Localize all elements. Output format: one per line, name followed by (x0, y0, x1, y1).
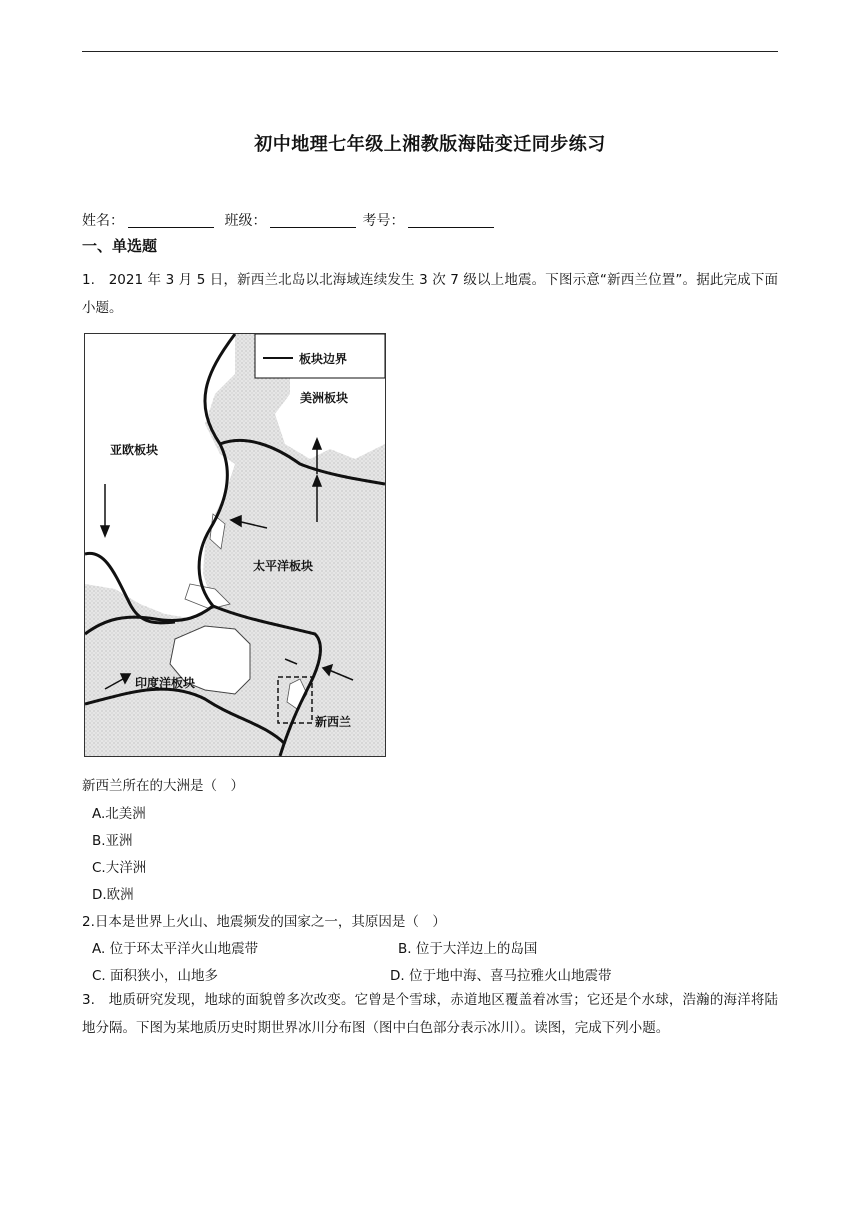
question-1-stem: 1. 2021 年 3 月 5 日，新西兰北岛以北海域连续发生 3 次 7 级以上地震。下图示意“新西兰位置”。据此完成下面小题。 (82, 272, 778, 316)
header-rule (82, 51, 778, 52)
america-plate-label: 美洲板块 (300, 391, 349, 405)
q1-option-a[interactable]: A.北美洲 (92, 806, 146, 822)
indian-plate-label: 印度洋板块 (135, 676, 196, 690)
q2-option-c[interactable]: C. 面积狭小，山地多 (92, 968, 219, 984)
q1-option-d[interactable]: D.欧洲 (92, 887, 134, 903)
q2-option-d[interactable]: D. 位于地中海、喜马拉雅火山地震带 (390, 968, 612, 984)
q2-option-b[interactable]: B. 位于大洋边上的岛国 (398, 941, 538, 957)
section-heading: 一、单选题 (82, 237, 158, 255)
document-title: 初中地理七年级上湘教版海陆变迁同步练习 (254, 134, 606, 155)
id-label: 考号： (362, 213, 405, 229)
student-info-line (82, 210, 500, 230)
class-blank[interactable] (270, 213, 356, 228)
class-label: 班级： (224, 213, 267, 229)
new-zealand-label: 新西兰 (315, 715, 352, 729)
question-2-stem: 2.日本是世界上火山、地震频发的国家之一，其原因是（ ） (82, 914, 446, 930)
id-blank[interactable] (408, 213, 494, 228)
q1-sub-question: 新西兰所在的大洲是（ ） (82, 778, 244, 794)
new-zealand-map (84, 333, 386, 757)
q2-option-a[interactable]: A. 位于环太平洋火山地震带 (92, 941, 259, 957)
name-label: 姓名： (82, 213, 124, 229)
question-3-stem: 3. 地质研究发现，地球的面貌曾多次改变。它曾是个雪球，赤道地区覆盖着冰雪；它还是个水球，浩瀚的海洋将陆地分隔。下图为某地质历史时期世界冰川分布图（图中白色部分表示冰川）。读图，完成下列小题。 (82, 992, 778, 1036)
q1-option-b[interactable]: B.亚洲 (92, 833, 133, 849)
name-blank[interactable] (128, 213, 214, 228)
legend-label: 板块边界 (299, 352, 348, 366)
map-figure (85, 334, 385, 756)
q1-option-c[interactable]: C.大洋洲 (92, 860, 147, 876)
pacific-plate-label: 太平洋板块 (253, 559, 314, 573)
eurasia-plate-label: 亚欧板块 (110, 443, 159, 457)
